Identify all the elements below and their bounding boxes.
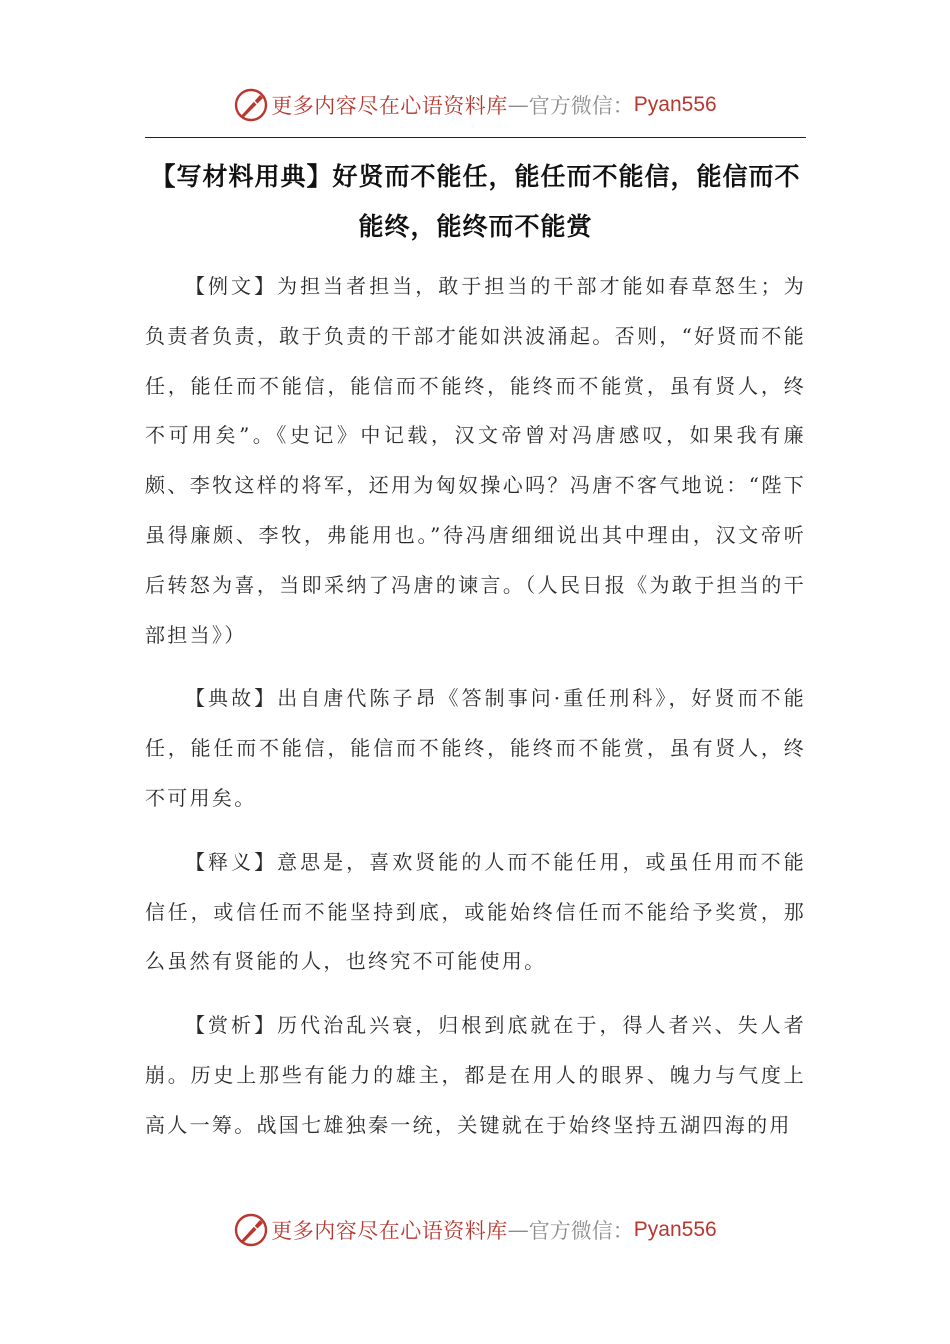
wechat-id: Pyan556	[633, 1218, 717, 1241]
official-wechat-label: 官方微信：	[528, 1219, 634, 1243]
brand-dash: —	[507, 93, 529, 117]
paragraph-example: 【例文】为担当者担当，敢于担当的干部才能如春草怒生；为负责者负责，敢于负责的干部才能如洪波涌起。否则，“好贤而不能任，能任而不能信，能信而不能终，能终而不能赏，虽有贤人，终不可用矣”。《史记》中记载，汉文帝曾对冯唐感叹，如果我有廉颇、李牧这样的将军，还用为匈奴操心吗？冯唐不客气地说：“陛下虽得廉颇、李牧，弗能用也。”待冯唐细细说出其中理由，汉文帝听后转怒为喜，当即采纳了冯唐的谏言。（人民日报《为敢于担当的干部担当》）	[145, 274, 806, 647]
official-wechat-label: 官方微信：	[528, 94, 634, 118]
paragraph-allusion: 【典故】出自唐代陈子昂《答制事问·重任刑科》，好贤而不能任，能任而不能信，能信而不能终，能终而不能赏，虽有贤人，终不可用矣。	[145, 686, 806, 810]
brand-text: 更多内容尽在心语资料库	[271, 1219, 508, 1243]
wechat-id: Pyan556	[633, 93, 717, 116]
page-footer-watermark	[0, 1205, 950, 1255]
brand-text: 更多内容尽在心语资料库	[271, 94, 508, 118]
page-header-watermark	[0, 80, 950, 130]
paragraph-appreciation: 【赏析】历代治乱兴衰，归根到底就在于，得人者兴、失人者崩。历史上那些有能力的雄主，都是在用人的眼界、魄力与气度上高人一筹。战国七雄独秦一统，关键就在于始终坚持五湖四海的用	[145, 1013, 806, 1137]
header-divider	[145, 137, 806, 138]
quill-pen-logo-icon	[233, 1212, 269, 1248]
article-body	[145, 262, 806, 1165]
paragraph-meaning: 【释义】意思是，喜欢贤能的人而不能任用，或虽任用而不能信任，或信任而不能坚持到底，或能始终信任而不能给予奖赏，那么虽然有贤能的人，也终究不可能使用。	[145, 849, 806, 974]
quill-pen-logo-icon	[233, 87, 269, 123]
brand-dash: —	[507, 1218, 529, 1242]
article-title: 【写材料用典】好贤而不能任，能任而不能信，能信而不能终，能终而不能赏	[150, 162, 801, 241]
